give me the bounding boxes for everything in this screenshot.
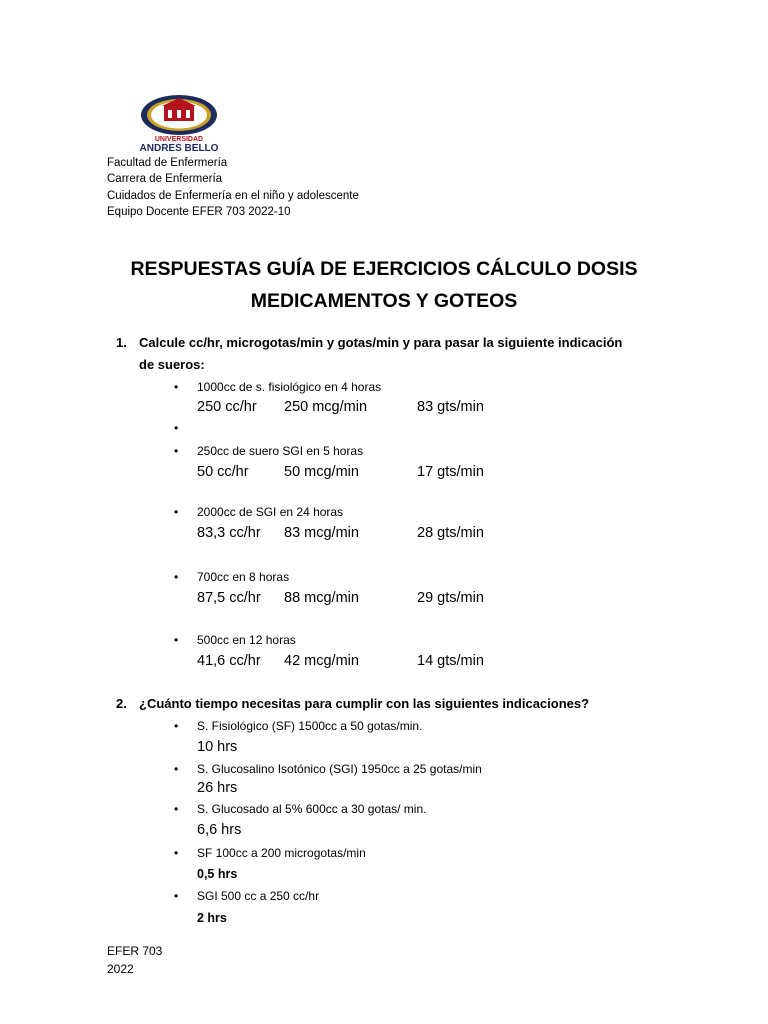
bullet-icon: • [174, 505, 179, 519]
bullet-icon: • [174, 380, 179, 394]
logo-text-top: UNIVERSIDAD [154, 136, 204, 143]
question-1-text-line-1: Calcule cc/hr, microgotas/min y gotas/min y para pasar la siguiente indicación [139, 335, 623, 350]
q1-answer-gts-min: 28 gts/min [417, 525, 484, 541]
university-logo [106, 91, 252, 155]
q1-answer-gts-min: 14 gts/min [417, 653, 484, 669]
q1-answer-cc-hr: 41,6 cc/hr [197, 653, 261, 669]
team-line: Equipo Docente EFER 703 2022-10 [107, 206, 291, 218]
q2-answer: 2 hrs [197, 911, 227, 925]
footer-course-code: EFER 703 [107, 944, 163, 958]
career-line: Carrera de Enfermería [107, 173, 223, 185]
bullet-icon: • [174, 444, 179, 458]
bullet-icon: • [174, 719, 179, 733]
bullet-icon: • [174, 633, 179, 647]
question-1-text-line-2: de sueros: [139, 357, 205, 372]
q1-answer-mcg-min: 50 mcg/min [284, 464, 359, 480]
page-title-line-2: MEDICAMENTOS Y GOTEOS [250, 290, 518, 312]
q1-answer-cc-hr: 83,3 cc/hr [197, 525, 261, 541]
question-2-text: ¿Cuánto tiempo necesitas para cumplir con las siguientes indicaciones? [139, 696, 590, 711]
q2-item-label: S. Glucosado al 5% 600cc a 30 gotas/ min. [197, 802, 427, 816]
q2-item-label: S. Fisiológico (SF) 1500cc a 50 gotas/min. [197, 719, 423, 733]
logo-text-bottom: ANDRES BELLO [139, 143, 219, 154]
q2-answer: 26 hrs [197, 780, 238, 796]
q2-item-label: S. Glucosalino Isotónico (SGI) 1950cc a 25 gotas/min [197, 762, 482, 776]
q1-answer-gts-min: 17 gts/min [417, 464, 484, 480]
q2-answer: 10 hrs [197, 739, 238, 755]
q1-item-label: 500cc en 12 horas [197, 633, 296, 647]
bullet-icon: • [174, 846, 179, 860]
faculty-line: Facultad de Enfermería [107, 157, 228, 169]
q2-answer: 6,6 hrs [197, 822, 242, 838]
footer-year: 2022 [107, 962, 134, 976]
q1-answer-gts-min: 29 gts/min [417, 590, 484, 606]
page-title-line-1: RESPUESTAS GUÍA DE EJERCICIOS CÁLCULO DOSIS [130, 258, 638, 280]
q1-answer-cc-hr: 87,5 cc/hr [197, 590, 261, 606]
q2-item-label: SF 100cc a 200 microgotas/min [197, 846, 366, 860]
q1-answer-cc-hr: 250 cc/hr [197, 399, 257, 415]
q1-item-label: 1000cc de s. fisiológico en 4 horas [197, 380, 382, 394]
q1-answer-gts-min: 83 gts/min [417, 399, 484, 415]
logo-window [168, 110, 172, 118]
logo-window [186, 110, 190, 118]
course-line: Cuidados de Enfermería en el niño y adolescente [107, 190, 359, 202]
q1-answer-mcg-min: 83 mcg/min [284, 525, 359, 541]
q1-item-label: 250cc de suero SGI en 5 horas [197, 444, 364, 458]
q2-answer: 0,5 hrs [197, 867, 238, 881]
logo-window [177, 110, 181, 118]
q1-answer-mcg-min: 250 mcg/min [284, 399, 368, 415]
question-2-number: 2. [116, 696, 127, 711]
bullet-icon: • [174, 889, 179, 903]
q1-answer-cc-hr: 50 cc/hr [197, 464, 249, 480]
q1-item-label: 2000cc de SGI en 24 horas [197, 505, 344, 519]
bullet-icon: • [174, 421, 179, 435]
question-1-number: 1. [116, 335, 127, 350]
bullet-icon: • [174, 762, 179, 776]
q1-answer-mcg-min: 88 mcg/min [284, 590, 359, 606]
q1-answer-mcg-min: 42 mcg/min [284, 653, 359, 669]
q1-item-label: 700cc en 8 horas [197, 570, 290, 584]
bullet-icon: • [174, 802, 179, 816]
bullet-icon: • [174, 570, 179, 584]
q2-item-label: SGI 500 cc a 250 cc/hr [197, 889, 320, 903]
